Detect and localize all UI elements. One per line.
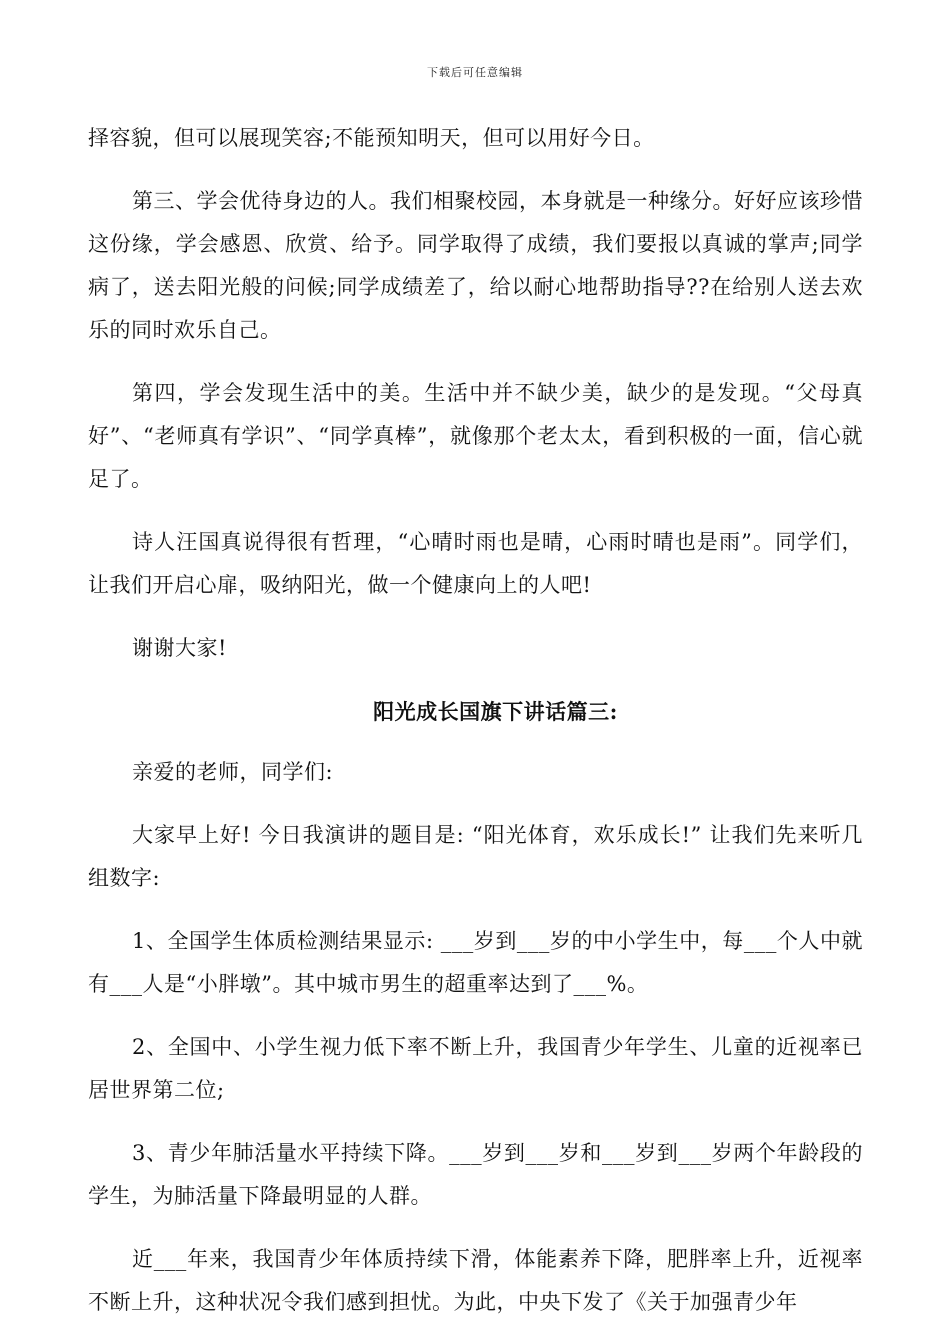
paragraph-thanks: 谢谢大家!: [132, 636, 227, 660]
section-title: 阳光成长国旗下讲话篇三:: [373, 699, 618, 724]
paragraph-fourth-point: 第四，学会发现生活中的美。生活中并不缺少美，缺少的是发现。“父母真好”、“老师真有学识”、“同学真棒”，就像那个老太太，看到积极的一面，信心就足了。: [88, 381, 863, 491]
paragraph-stat-2: 2、全国中、小学生视力低下率不断上升，我国青少年学生、儿童的近视率已居世界第二位;: [88, 1035, 863, 1102]
paragraph-closing-quote: 诗人汪国真说得很有哲理，“心晴时雨也是晴，心雨时晴也是雨”。同学们，让我们开启心扉，吸纳阳光，做一个健康向上的人吧!: [88, 530, 863, 597]
paragraph-third-point: 第三、学会优待身边的人。我们相聚校园，本身就是一种缘分。好好应该珍惜这份缘，学会感恩、欣赏、给予。同学取得了成绩，我们要报以真诚的掌声;同学病了，送去阳光般的问候;同学成绩差了，给以耐心地帮助指导??在给别人送去欢乐的同时欢乐自己。: [88, 189, 863, 342]
paragraph-continued: 择容貌，但可以展现笑容;不能预知明天，但可以用好今日。: [88, 126, 655, 150]
header-note: 下载后可任意编辑: [427, 66, 523, 79]
paragraph-greeting: 亲爱的老师，同学们:: [132, 760, 334, 784]
document-body: [88, 117, 863, 1344]
paragraph-stat-1: 1、全国学生体质检测结果显示: ___岁到___岁的中小学生中，每___个人中就有___人是“小胖墩”。其中城市男生的超重率达到了___%。: [88, 929, 863, 996]
paragraph-intro: 大家早上好! 今日我演讲的题目是: “阳光体育，欢乐成长!” 让我们先来听几组数字:: [88, 823, 863, 890]
paragraph-stat-3: 3、青少年肺活量水平持续下降。___岁到___岁和___岁到___岁两个年龄段的学生，为肺活量下降最明显的人群。: [88, 1141, 863, 1208]
paragraph-recent-years: 近___年来，我国青少年体质持续下滑，体能素养下降，肥胖率上升，近视率不断上升，这种状况令我们感到担忧。为此，中央下发了《关于加强青少年: [88, 1247, 863, 1314]
